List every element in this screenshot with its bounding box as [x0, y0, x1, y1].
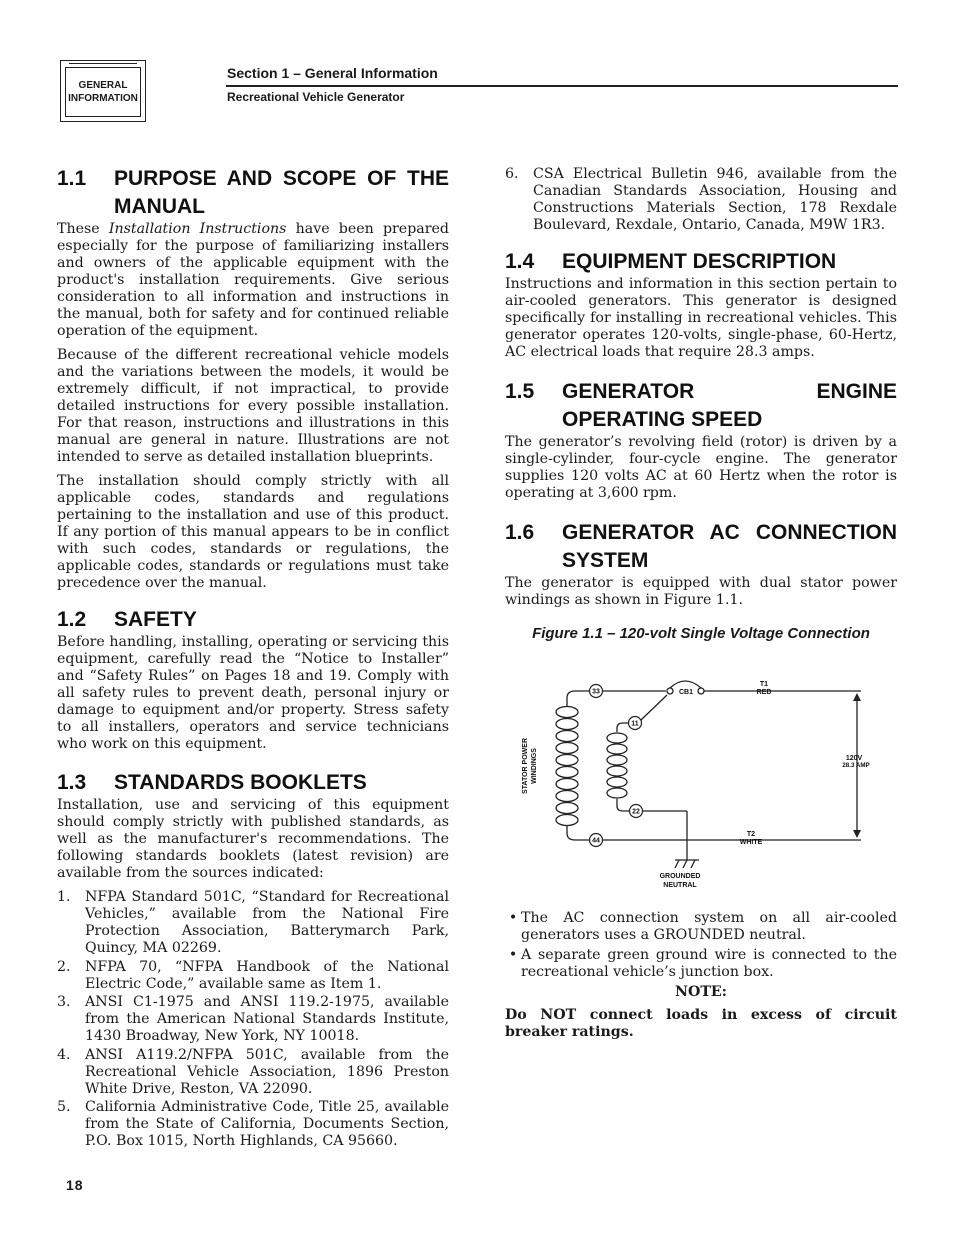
- inner-winding-coils: [607, 733, 627, 798]
- list-number: 3.: [57, 994, 71, 1010]
- bullet-item: [505, 910, 897, 944]
- red-label: RED: [756, 689, 772, 696]
- stator-label-line2: WINDINGS: [531, 748, 538, 784]
- text-run: have been prepared especially for the purpose of familiarizing installers and owners of the applicable equipment with the product's installation requirements. Give serious consideration to all information and instructions in the manual, both for safety and for continued reliable operation of the equipment.: [57, 221, 450, 339]
- voltage-label: 120V: [845, 755, 863, 762]
- list-item: [57, 959, 449, 993]
- figure-caption: Figure 1.1 – 120-volt Single Voltage Connection: [532, 625, 870, 642]
- bullet-item: [505, 947, 897, 981]
- list-item: [57, 994, 449, 1045]
- list-number: 1.: [57, 889, 71, 905]
- heading-number: 1.6: [505, 521, 535, 544]
- paragraph: The installation should comply strictly with all applicable codes, standards and regulations pertaining to the installation and use of this product. If any portion of this manual appears to be in conflict with such codes, standards or regulations, the applicable codes, standards or regulations must take precedence over the manual.: [57, 473, 449, 591]
- wire-22: [617, 799, 629, 811]
- heading-1-6: [505, 519, 897, 575]
- list-item: [57, 889, 449, 957]
- terminal-44-label: 44: [592, 837, 600, 845]
- paragraph: Instructions and information in this section pertain to air-cooled generators. This generator is designed specifically for installing in recreational vehicles. This generator operates 120-volts, single-phase, 60-Hertz, AC electrical loads that require 28.3 amps.: [505, 276, 897, 360]
- t2-label: T2: [746, 831, 756, 838]
- heading-title: EQUIPMENT DESCRIPTION: [562, 250, 837, 273]
- heading-1-4: [505, 248, 897, 276]
- right-column: [505, 166, 897, 1041]
- cb1-terminal-left: [667, 688, 673, 694]
- paragraph: The generator is equipped with dual stator power windings as shown in Figure 1.1.: [505, 575, 897, 608]
- ground-symbol: [675, 860, 699, 868]
- list-text: NFPA 70, “NFPA Handbook of the National Electric Code,” available same as Item 1.: [85, 958, 449, 992]
- heading-title: PURPOSE AND SCOPE OF THE MANUAL: [114, 167, 449, 218]
- heading-number: 1.4: [505, 250, 535, 273]
- grounded-label: GROUNDED: [659, 873, 701, 880]
- logo-inner-box: [65, 67, 141, 117]
- list-item: [505, 166, 897, 234]
- header-rule: [226, 85, 898, 87]
- heading-1-5: [505, 378, 897, 434]
- bullet-text: The AC connection system on all air-cooled generators uses a GROUNDED neutral.: [521, 910, 897, 943]
- page-number: 18: [66, 1177, 84, 1193]
- list-text: ANSI A119.2/NFPA 501C, available from the Recreational Vehicle Association, 1896 Preston White Drive, Reston, VA 22090.: [85, 1046, 449, 1097]
- list-number: 5.: [57, 1099, 71, 1115]
- t1-label: T1: [759, 681, 769, 688]
- text-run: These: [57, 221, 109, 237]
- amperage-label: 28.3 AMP: [842, 762, 870, 769]
- heading-title: GENERATOR ENGINE OPERATING SPEED: [562, 380, 897, 431]
- outer-winding-coils: [556, 707, 578, 826]
- heading-number: 1.1: [57, 167, 87, 190]
- header-title: Section 1 – General Information: [227, 65, 438, 81]
- neutral-label: NEUTRAL: [663, 882, 697, 888]
- logo-line-2: INFORMATION: [68, 93, 138, 104]
- list-text: CSA Electrical Bulletin 946, available from the Canadian Standards Association, Housing and Constructions Materials Section, 178 Rexdale Boulevard, Rexdale, Ontario, Canada, M9W 1R3.: [533, 166, 897, 233]
- bullet-text: A separate green ground wire is connected to the recreational vehicle’s junction box.: [521, 947, 897, 980]
- list-number: 2.: [57, 958, 71, 975]
- heading-number: 1.2: [57, 608, 87, 631]
- connection-diagram: [505, 648, 897, 888]
- heading-number: 1.5: [505, 380, 535, 403]
- wire-11-cb1: [641, 695, 667, 720]
- note-heading: NOTE:: [675, 984, 727, 1000]
- list-text: ANSI C1-1975 and ANSI 119.2-1975, available from the American National Standards Institute, 1430 Broadway, New York, NY 10018.: [85, 994, 449, 1044]
- paragraph: The generator’s revolving field (rotor) is driven by a single-cylinder, four-cycle engine. The generator supplies 120 volts AC at 60 Hertz when the rotor is operating at 3,600 rpm.: [505, 434, 897, 501]
- terminal-33-label: 33: [592, 688, 600, 696]
- logo-line-1: GENERAL: [78, 80, 128, 91]
- left-column: [57, 165, 449, 1152]
- bullet-dot: •: [508, 947, 518, 963]
- terminal-11-label: 11: [631, 720, 639, 728]
- cb1-terminal-right: [698, 688, 704, 694]
- heading-1-1: [57, 165, 449, 221]
- heading-title: STANDARDS BOOKLETS: [114, 771, 367, 794]
- paragraph: Before handling, installing, operating or servicing this equipment, carefully read the “Notice to Installer” and “Safety Rules” on Pages 18 and 19. Comply with all safety rules to prevent death, personal injury or damage to equipment and/or property. Stress safety to all installers, operators and service technicians who work on this equipment.: [57, 634, 449, 752]
- list-item: [57, 1047, 449, 1098]
- heading-1-3: [57, 769, 449, 797]
- cb1-label: CB1: [678, 689, 694, 696]
- logo-tab-line: [69, 63, 137, 66]
- list-number: 6.: [505, 166, 519, 182]
- emphasis-text: Installation Instructions: [108, 221, 287, 237]
- standards-list: [57, 889, 449, 1150]
- wire-33: [567, 691, 589, 706]
- bullet-list: [505, 910, 897, 981]
- list-number: 4.: [57, 1046, 71, 1063]
- white-label: WHITE: [739, 839, 763, 846]
- heading-title: GENERATOR AC CONNECTION SYSTEM: [562, 521, 897, 572]
- heading-1-2: [57, 606, 449, 634]
- list-item: [57, 1099, 449, 1150]
- list-text: California Administrative Code, Title 25, available from the State of California, Documents Section, P.O. Box 1015, North Highlands, CA 95660.: [85, 1099, 449, 1149]
- header-subtitle: Recreational Vehicle Generator: [227, 90, 405, 104]
- heading-title: SAFETY: [114, 608, 197, 631]
- bullet-dot: •: [508, 910, 518, 926]
- wire-11: [617, 723, 628, 732]
- paragraph: Installation, use and servicing of this equipment should comply strictly with published standards, as well as the manufacturer's recommendations. The following standards booklets (latest revision) are available from the sources indicated:: [57, 797, 449, 881]
- list-text: NFPA Standard 501C, “Standard for Recreational Vehicles,” available from the National Fire Protection Association, Batterymarch Park, Quincy, MA 02269.: [85, 889, 449, 956]
- paragraph: Because of the different recreational vehicle models and the variations between the models, it would be extremely difficult, if not impractical, to provide detailed instructions for every possible installation. For that reason, instructions and illustrations in this manual are general in nature. Illustrations are not intended to serve as detailed installation blueprints.: [57, 347, 449, 465]
- section-logo-box: [60, 60, 146, 122]
- wire-44: [567, 826, 589, 840]
- stator-label-line1: STATOR POWER: [522, 738, 529, 794]
- cb1-arc: [670, 681, 701, 688]
- heading-number: 1.3: [57, 771, 87, 794]
- terminal-22-label: 22: [632, 808, 640, 816]
- note-body: Do NOT connect loads in excess of circuit breaker ratings.: [505, 1007, 897, 1040]
- paragraph: [57, 221, 449, 340]
